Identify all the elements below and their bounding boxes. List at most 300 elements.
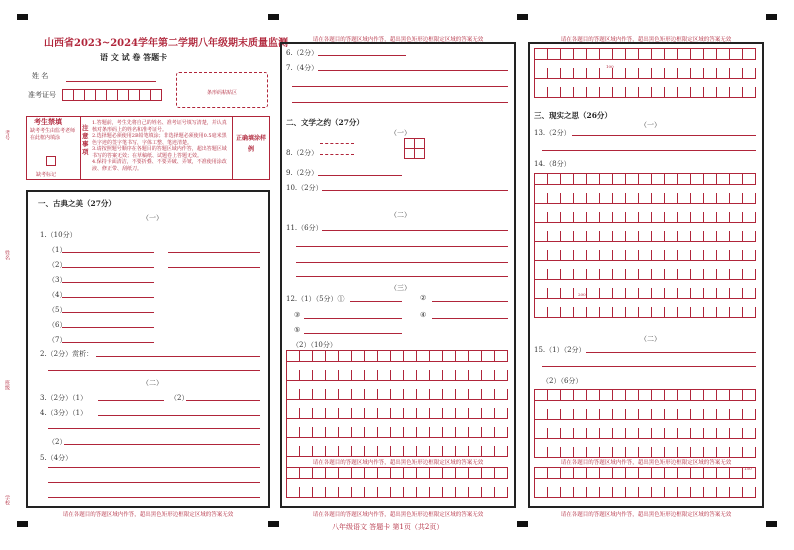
grid-cell[interactable] [678,68,691,79]
grid-cell[interactable] [704,193,717,204]
grid-cell[interactable] [456,370,469,381]
grid-cell[interactable] [574,428,587,439]
grid-cell[interactable] [548,468,561,479]
grid-cell[interactable] [613,193,626,204]
grid-cell[interactable] [730,409,743,420]
grid-cell[interactable] [443,487,456,498]
grid-cell[interactable] [704,269,717,280]
grid-cell[interactable] [482,389,495,400]
grid-cell[interactable] [391,351,404,362]
grid-cell[interactable] [313,408,326,419]
grid-cell[interactable] [626,428,639,439]
grid-cell[interactable] [300,408,313,419]
grid-cell[interactable] [639,487,652,498]
grid-cell[interactable] [574,250,587,261]
grid-cell[interactable] [704,68,717,79]
char-boxes[interactable] [404,138,425,159]
grid-cell[interactable] [574,269,587,280]
grid-cell[interactable] [691,390,704,401]
grid-cell[interactable] [548,212,561,223]
grid-cell[interactable] [469,446,482,457]
answer-line[interactable] [350,301,402,302]
answer-line[interactable] [292,102,508,103]
grid-cell[interactable] [743,307,756,318]
grid-cell[interactable] [665,409,678,420]
grid-cell[interactable] [352,408,365,419]
grid-cell[interactable] [639,231,652,242]
grid-cell[interactable] [717,447,730,458]
grid-cell[interactable] [587,269,600,280]
grid-cell[interactable] [600,428,613,439]
grid-cell[interactable] [678,487,691,498]
grid-cell[interactable] [730,288,743,299]
grid-cell[interactable] [600,212,613,223]
answer-line[interactable] [542,150,756,151]
grid-cell[interactable] [639,447,652,458]
grid-cell[interactable] [730,49,743,60]
answer-line[interactable] [62,327,154,328]
grid-cell[interactable] [613,468,626,479]
grid-cell[interactable] [495,427,508,438]
grid-cell[interactable] [691,212,704,223]
writing-grid[interactable] [534,173,756,318]
grid-cell[interactable] [639,250,652,261]
answer-line[interactable] [186,400,260,401]
grid-cell[interactable] [626,487,639,498]
grid-cell[interactable] [574,487,587,498]
grid-cell[interactable] [665,87,678,98]
grid-cell[interactable] [704,174,717,185]
grid-cell[interactable] [535,269,548,280]
grid-cell[interactable] [652,428,665,439]
writing-grid[interactable] [286,467,508,498]
grid-cell[interactable] [678,49,691,60]
grid-cell[interactable] [574,447,587,458]
grid-cell[interactable] [313,487,326,498]
grid-cell[interactable] [378,427,391,438]
grid-cell[interactable] [404,468,417,479]
grid-cell[interactable] [535,212,548,223]
grid-cell[interactable] [300,446,313,457]
answer-line[interactable] [318,70,508,71]
grid-cell[interactable] [548,87,561,98]
answer-line[interactable] [62,267,154,268]
grid-cell[interactable] [639,212,652,223]
grid-cell[interactable] [678,409,691,420]
grid-cell[interactable] [600,250,613,261]
grid-cell[interactable] [743,390,756,401]
grid-cell[interactable] [678,428,691,439]
grid-cell[interactable] [339,408,352,419]
grid-cell[interactable] [587,447,600,458]
grid-cell[interactable] [613,307,626,318]
grid-cell[interactable] [535,307,548,318]
grid-cell[interactable] [639,193,652,204]
answer-line[interactable] [292,86,508,87]
answer-line[interactable] [432,318,508,319]
grid-cell[interactable] [626,447,639,458]
grid-cell[interactable] [404,427,417,438]
grid-cell[interactable] [535,174,548,185]
grid-cell[interactable] [313,446,326,457]
grid-cell[interactable] [548,487,561,498]
grid-cell[interactable] [561,87,574,98]
grid-cell[interactable] [704,231,717,242]
grid-cell[interactable] [678,87,691,98]
grid-cell[interactable] [469,487,482,498]
answer-line[interactable] [318,175,402,176]
grid-cell[interactable] [587,193,600,204]
grid-cell[interactable] [417,408,430,419]
grid-cell[interactable] [443,408,456,419]
grid-cell[interactable] [587,68,600,79]
grid-cell[interactable] [587,250,600,261]
grid-cell[interactable] [339,389,352,400]
grid-cell[interactable] [652,231,665,242]
grid-cell[interactable] [730,250,743,261]
grid-cell[interactable] [352,389,365,400]
grid-cell[interactable] [665,487,678,498]
answer-line[interactable] [62,252,154,253]
grid-cell[interactable] [548,390,561,401]
grid-cell[interactable] [482,408,495,419]
grid-cell[interactable] [535,87,548,98]
answer-line[interactable] [62,342,154,343]
grid-cell[interactable] [639,307,652,318]
grid-cell[interactable] [678,390,691,401]
grid-cell[interactable] [730,231,743,242]
grid-cell[interactable] [430,487,443,498]
grid-cell[interactable] [691,468,704,479]
grid-cell[interactable] [300,427,313,438]
grid-cell[interactable] [535,428,548,439]
grid-cell[interactable] [600,87,613,98]
grid-cell[interactable] [639,269,652,280]
grid-cell[interactable] [665,390,678,401]
grid-cell[interactable] [391,468,404,479]
grid-cell[interactable] [287,446,300,457]
grid-cell[interactable] [482,487,495,498]
answer-line[interactable] [296,246,508,247]
grid-cell[interactable] [704,307,717,318]
grid-cell[interactable] [652,49,665,60]
grid-cell[interactable] [495,370,508,381]
grid-cell[interactable] [469,389,482,400]
grid-cell[interactable] [626,49,639,60]
grid-cell[interactable] [378,446,391,457]
grid-cell[interactable] [652,307,665,318]
grid-cell[interactable] [365,351,378,362]
grid-cell[interactable] [456,408,469,419]
grid-cell[interactable] [574,193,587,204]
grid-cell[interactable] [352,351,365,362]
grid-cell[interactable] [352,487,365,498]
grid-cell[interactable] [691,409,704,420]
grid-cell[interactable] [743,68,756,79]
grid-cell[interactable] [691,288,704,299]
grid-cell[interactable] [300,389,313,400]
grid-cell[interactable] [456,487,469,498]
grid-cell[interactable] [339,351,352,362]
grid-cell[interactable] [574,409,587,420]
grid-cell[interactable] [691,231,704,242]
grid-cell[interactable] [613,269,626,280]
answer-line[interactable] [62,282,154,283]
grid-cell[interactable] [495,468,508,479]
grid-cell[interactable] [743,231,756,242]
answer-line[interactable] [322,190,508,191]
grid-cell[interactable] [613,447,626,458]
grid-cell[interactable] [613,87,626,98]
grid-cell[interactable] [717,307,730,318]
grid-cell[interactable] [469,408,482,419]
grid-cell[interactable] [482,351,495,362]
grid-cell[interactable] [587,428,600,439]
grid-cell[interactable] [561,428,574,439]
grid-cell[interactable] [717,288,730,299]
grid-cell[interactable] [652,68,665,79]
grid-cell[interactable] [535,231,548,242]
grid-cell[interactable] [639,49,652,60]
grid-cell[interactable] [704,428,717,439]
grid-cell[interactable] [613,390,626,401]
grid-cell[interactable] [665,174,678,185]
grid-cell[interactable] [652,212,665,223]
grid-cell[interactable] [378,370,391,381]
grid-cell[interactable] [378,389,391,400]
grid-cell[interactable] [561,212,574,223]
grid-cell[interactable] [652,487,665,498]
grid-cell[interactable] [443,427,456,438]
grid-cell[interactable] [626,193,639,204]
grid-cell[interactable] [378,351,391,362]
grid-cell[interactable] [430,351,443,362]
grid-cell[interactable] [743,409,756,420]
grid-cell[interactable] [626,307,639,318]
grid-cell[interactable] [417,446,430,457]
grid-cell[interactable] [587,174,600,185]
grid-cell[interactable] [652,468,665,479]
grid-cell[interactable] [704,487,717,498]
grid-cell[interactable] [613,174,626,185]
answer-line[interactable] [168,267,260,268]
grid-cell[interactable] [548,288,561,299]
grid-cell[interactable] [730,68,743,79]
grid-cell[interactable] [561,269,574,280]
grid-cell[interactable] [704,49,717,60]
grid-cell[interactable] [300,351,313,362]
grid-cell[interactable] [378,468,391,479]
grid-cell[interactable] [626,409,639,420]
grid-cell[interactable] [326,351,339,362]
grid-cell[interactable] [678,468,691,479]
grid-cell[interactable] [443,446,456,457]
grid-cell[interactable] [704,212,717,223]
grid-cell[interactable] [574,307,587,318]
grid-cell[interactable] [704,87,717,98]
grid-cell[interactable] [717,390,730,401]
grid-cell[interactable] [535,49,548,60]
grid-cell[interactable] [730,307,743,318]
grid-cell[interactable] [548,49,561,60]
grid-cell[interactable] [430,370,443,381]
grid-cell[interactable] [665,193,678,204]
grid-cell[interactable] [665,447,678,458]
grid-cell[interactable] [678,212,691,223]
grid-cell[interactable] [730,428,743,439]
grid-cell[interactable] [391,370,404,381]
grid-cell[interactable] [548,307,561,318]
grid-cell[interactable] [404,487,417,498]
grid-cell[interactable] [417,427,430,438]
grid-cell[interactable] [404,351,417,362]
answer-line[interactable] [98,415,260,416]
answer-line[interactable] [62,297,154,298]
grid-cell[interactable] [652,193,665,204]
grid-cell[interactable] [456,468,469,479]
grid-cell[interactable] [665,68,678,79]
grid-cell[interactable] [456,389,469,400]
grid-cell[interactable] [391,487,404,498]
grid-cell[interactable] [626,468,639,479]
grid-cell[interactable] [339,427,352,438]
grid-cell[interactable] [678,193,691,204]
grid-cell[interactable] [665,428,678,439]
grid-cell[interactable] [652,447,665,458]
answer-line[interactable] [296,262,508,263]
grid-cell[interactable] [743,487,756,498]
grid-cell[interactable] [613,250,626,261]
grid-cell[interactable] [561,68,574,79]
grid-cell[interactable] [326,389,339,400]
grid-cell[interactable] [548,428,561,439]
grid-cell[interactable] [287,468,300,479]
grid-cell[interactable] [561,288,574,299]
grid-cell[interactable] [469,370,482,381]
grid-cell[interactable] [561,390,574,401]
fill-option[interactable] [320,143,354,155]
answer-line[interactable] [432,301,508,302]
grid-cell[interactable] [365,468,378,479]
grid-cell[interactable] [404,446,417,457]
grid-cell[interactable] [574,68,587,79]
grid-cell[interactable] [404,370,417,381]
grid-cell[interactable] [313,468,326,479]
grid-cell[interactable] [678,174,691,185]
grid-cell[interactable] [339,446,352,457]
grid-cell[interactable] [495,389,508,400]
grid-cell[interactable] [535,250,548,261]
grid-cell[interactable] [313,370,326,381]
grid-cell[interactable] [482,370,495,381]
grid-cell[interactable] [691,49,704,60]
grid-cell[interactable] [495,351,508,362]
grid-cell[interactable] [326,446,339,457]
grid-cell[interactable] [665,307,678,318]
grid-cell[interactable] [678,288,691,299]
grid-cell[interactable] [730,212,743,223]
grid-cell[interactable] [352,446,365,457]
answer-line[interactable] [48,467,260,468]
grid-cell[interactable] [704,288,717,299]
grid-cell[interactable] [613,68,626,79]
grid-cell[interactable] [443,389,456,400]
answer-line[interactable] [98,400,164,401]
grid-cell[interactable] [587,390,600,401]
grid-cell[interactable] [391,446,404,457]
grid-cell[interactable] [300,487,313,498]
grid-cell[interactable] [404,389,417,400]
grid-cell[interactable] [717,193,730,204]
grid-cell[interactable] [665,231,678,242]
answer-line[interactable] [586,352,756,353]
grid-cell[interactable] [495,487,508,498]
grid-cell[interactable] [574,212,587,223]
grid-cell[interactable] [665,468,678,479]
grid-cell[interactable] [691,428,704,439]
grid-cell[interactable] [600,288,613,299]
grid-cell[interactable] [665,49,678,60]
grid-cell[interactable] [587,487,600,498]
grid-cell[interactable] [417,487,430,498]
grid-cell[interactable] [730,390,743,401]
grid-cell[interactable] [561,447,574,458]
grid-cell[interactable] [561,231,574,242]
grid-cell[interactable] [456,351,469,362]
grid-cell[interactable] [639,390,652,401]
grid-cell[interactable] [717,468,730,479]
grid-cell[interactable] [535,409,548,420]
grid-cell[interactable] [743,87,756,98]
grid-cell[interactable] [469,351,482,362]
grid-cell[interactable] [326,427,339,438]
grid-cell[interactable] [743,428,756,439]
grid-cell[interactable] [600,487,613,498]
grid-cell[interactable] [639,174,652,185]
grid-cell[interactable] [639,288,652,299]
grid-cell[interactable] [548,193,561,204]
grid-cell[interactable] [365,427,378,438]
grid-cell[interactable] [561,193,574,204]
grid-cell[interactable] [678,307,691,318]
grid-cell[interactable] [430,468,443,479]
answer-line[interactable] [304,318,402,319]
grid-cell[interactable] [691,68,704,79]
grid-cell[interactable] [561,174,574,185]
grid-cell[interactable] [600,49,613,60]
grid-cell[interactable] [665,288,678,299]
grid-cell[interactable] [639,87,652,98]
answer-line[interactable] [296,276,508,277]
grid-cell[interactable] [743,269,756,280]
grid-cell[interactable] [287,370,300,381]
grid-cell[interactable] [626,212,639,223]
grid-cell[interactable] [587,231,600,242]
grid-cell[interactable] [495,408,508,419]
writing-grid[interactable] [534,48,756,98]
grid-cell[interactable] [743,250,756,261]
grid-cell[interactable] [391,427,404,438]
grid-cell[interactable] [443,370,456,381]
grid-cell[interactable] [430,389,443,400]
grid-cell[interactable] [730,87,743,98]
grid-cell[interactable] [535,193,548,204]
grid-cell[interactable] [326,487,339,498]
grid-cell[interactable] [626,269,639,280]
grid-cell[interactable] [743,288,756,299]
grid-cell[interactable] [691,193,704,204]
grid-cell[interactable] [417,370,430,381]
